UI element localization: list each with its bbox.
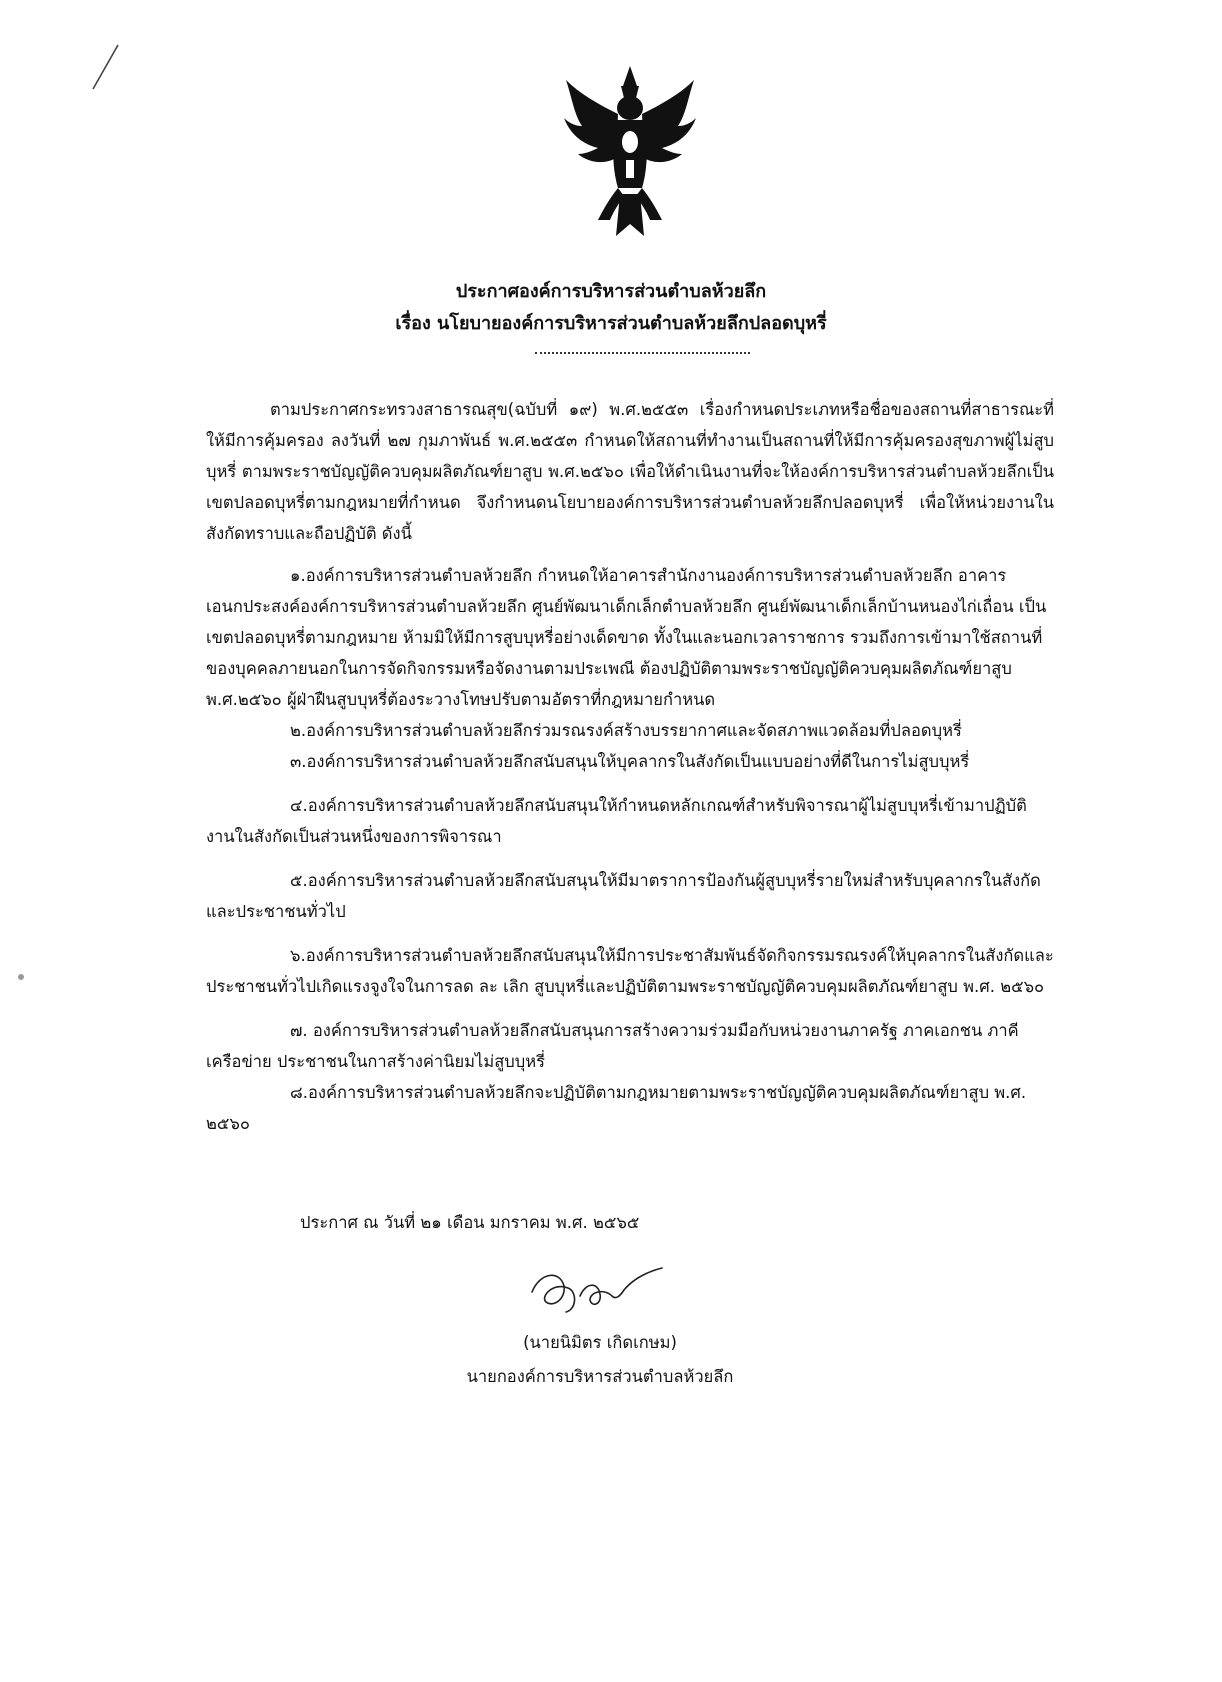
title-divider — [535, 352, 750, 354]
intro-paragraph: ตามประกาศกระทรวงสาธารณสุข(ฉบับที่ ๑๙) พ.ศ.๒๕๕๓ เรื่องกำหนดประเภทหรือชื่อของสถานที่สาธารณะที่ให้มีการคุ้มครอง ลงวันที่ ๒๗ กุมภาพันธ์ พ.ศ.๒๕๕๓ กำหนดให้สถานที่ทำงานเป็นสถานที่ให้มีการคุ้มครองสุขภาพผู้ไม่สูบบุหรี่ ตามพระราชบัญญัติควบคุมผลิตภัณฑ์ยาสูบ พ.ศ.๒๕๖๐ เพื่อให้ดำเนินงานที่จะให้องค์การบริหารส่วนตำบลห้วยลึกเป็นเขตปลอดบุหรี่ตามกฎหมายที่กำหนด จึงกำหนดนโยบายองค์การบริหารส่วนตำบลห้วยลึกปลอดบุหรี่ เพื่อให้หน่วยงานในสังกัดทราบและถือปฏิบัติ ดังนี้ — [206, 400, 1054, 543]
policy-item-3: ๓.องค์การบริหารส่วนตำบลห้วยลึกสนับสนุนให้บุคลากรในสังกัดเป็นแบบอย่างที่ดีในการไม่สูบบุหรี่ — [290, 752, 970, 771]
intro-block — [206, 394, 1054, 549]
announcement-subject: เรื่อง นโยบายองค์การบริหารส่วนตำบลห้วยลึกปลอดบุหรี่ — [395, 313, 827, 334]
signature-mark — [520, 1252, 670, 1322]
garuda-emblem-icon — [560, 64, 700, 240]
policy-item-2: ๒.องค์การบริหารส่วนตำบลห้วยลึกร่วมรณรงค์สร้างบรรยากาศและจัดสภาพแวดล้อมที่ปลอดบุหรี่ — [290, 721, 962, 740]
policy-item-4: ๔.องค์การบริหารส่วนตำบลห้วยลึกสนับสนุนให้กำหนดหลักเกณฑ์สำหรับพิจารณาผู้ไม่สูบบุหรี่เข้ามาปฏิบัติงานในสังกัดเป็นส่วนหนึ่งของการพิจารณา — [206, 796, 1027, 846]
signer-title: นายกองค์การบริหารส่วนตำบลห้วยลึก — [466, 1367, 734, 1386]
signer-name: (นายนิมิตร เกิดเกษม) — [523, 1333, 677, 1352]
policy-item-8: ๘.องค์การบริหารส่วนตำบลห้วยลึกจะปฏิบัติตามกฎหมายตามพระราชบัญญัติควบคุมผลิตภัณฑ์ยาสูบ พ.ศ. ๒๕๖๐ — [206, 1083, 1027, 1133]
scan-speck — [18, 974, 24, 980]
policy-item-1: ๑.องค์การบริหารส่วนตำบลห้วยลึก กำหนดให้อาคารสำนักงานองค์การบริหารส่วนตำบลห้วยลึก อาคารเอนกประสงค์องค์การบริหารส่วนตำบลห้วยลึก ศูนย์พัฒนาเด็กเล็กตำบลห้วยลึก ศูนย์พัฒนาเด็กเล็กบ้านหนองไก่เถื่อน เป็นเขตปลอดบุหรี่ตามกฎหมาย ห้ามมิให้มีการสูบบุหรี่อย่างเด็ดขาด ทั้งในและนอกเวลาราชการ รวมถึงการเข้ามาใช้สถานที่ของบุคคลภายนอกในการจัดกิจกรรมหรือจัดงานตามประเพณี ต้องปฏิบัติตามพระราชบัญญัติควบคุมผลิตภัณฑ์ยาสูบ พ.ศ.๒๕๖๐ ผู้ฝ่าฝืนสูบบุหรี่ต้องระวางโทษปรับตามอัตราที่กฎหมายกำหนด — [206, 566, 1047, 709]
announcement-date: ประกาศ ณ วันที่ ๒๑ เดือน มกราคม พ.ศ. ๒๕๖๕ — [300, 1213, 640, 1232]
policy-list — [206, 560, 1054, 1139]
announcement-title: ประกาศองค์การบริหารส่วนตำบลห้วยลึก — [455, 281, 767, 302]
policy-item-6: ๖.องค์การบริหารส่วนตำบลห้วยลึกสนับสนุนให้มีการประชาสัมพันธ์จัดกิจกรรมรณรงค์ให้บุคลากรในสังกัดและประชาชนทั่วไปเกิดแรงจูงใจในการลด ละ เลิก สูบบุหรี่และปฏิบัติตามพระราชบัญญัติควบคุมผลิตภัณฑ์ยาสูบ พ.ศ. ๒๕๖๐ — [206, 946, 1054, 996]
policy-item-7: ๗. องค์การบริหารส่วนตำบลห้วยลึกสนับสนุนการสร้างความร่วมมือกับหน่วยงานภาครัฐ ภาคเอกชน ภาคีเครือข่าย ประชาชนในกาสร้างค่านิยมไม่สูบบุหรี่ — [206, 1021, 1019, 1071]
pen-stroke-mark — [88, 42, 124, 92]
policy-item-5: ๕.องค์การบริหารส่วนตำบลห้วยลึกสนับสนุนให้มีมาตราการป้องกันผู้สูบบุหรี่รายใหม่สำหรับบุคลากรในสังกัดและประชาชนทั่วไป — [206, 871, 1041, 921]
